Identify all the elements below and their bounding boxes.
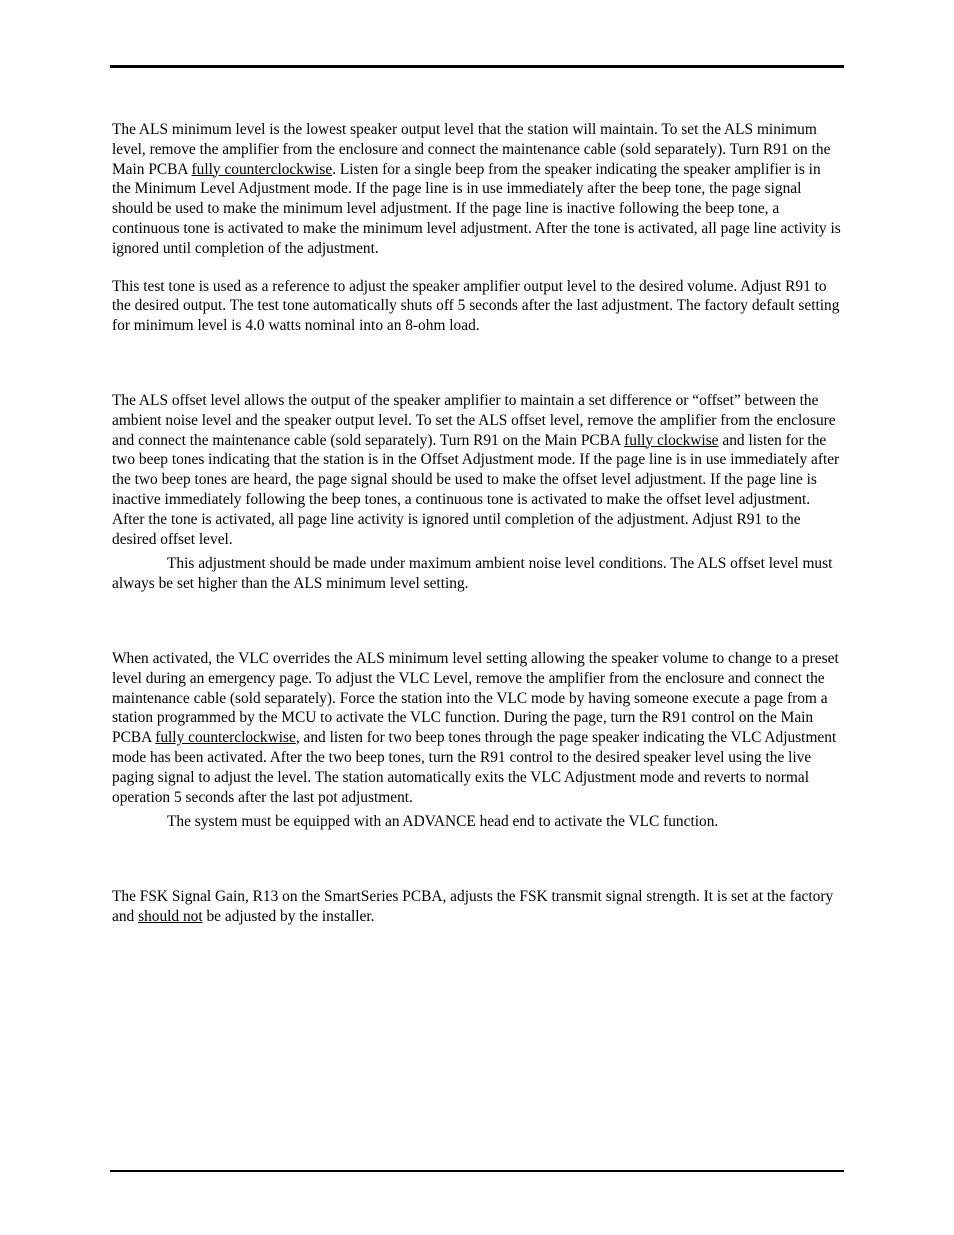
als-offset-note: This adjustment should be made under maximum ambient noise level conditions. The ALS offset level must always be set higher than the ALS minimum level setting. bbox=[112, 555, 833, 593]
footer-rule bbox=[110, 1170, 844, 1172]
underlined-emphasis: fully clockwise bbox=[624, 431, 719, 449]
als-offset-paragraph: The ALS offset level allows the output of the speaker amplifier to maintain a set difference or “offset” between the ambient noise level and the speaker output level. To set the ALS offset level, remove the amplifier from the enclosure and connect the maintenance cable (sold separately). Turn R91 on the Main PCBA fully clockwise and listen for the two beep tones indicating that the station is in the Offset Adjustment mode. If the page line is in use immediately after the two beep tones are heard, the page signal should be used to make the offset level adjustment. If the page line is inactive immediately following the beep tones, a continuous tone is activated to make the offset level adjustment. After the tone is activated, all page line activity is ignored until completion of the adjustment. Adjust R91 to the desired offset level. bbox=[112, 391, 840, 548]
underlined-emphasis: should not bbox=[138, 907, 203, 925]
als-test-tone-paragraph: This test tone is used as a reference to adjust the speaker amplifier output level to the desired volume. Adjust R91 to the desired output. The test tone automatically shuts off 5 seconds after the last adjustment. The factory default setting for minimum level is 4.0 watts nominal into an 8-ohm load. bbox=[112, 277, 840, 335]
underlined-emphasis: fully counterclockwise bbox=[155, 729, 296, 747]
als-minimum-paragraph: The ALS minimum level is the lowest speaker output level that the station will maintain. To set the ALS minimum level, remove the amplifier from the enclosure and connect the maintenance cable (sold separately). Turn R91 on the Main PCBA fully counterclockwise. Listen for a single beep from the speaker indicating the speaker amplifier is in the Minimum Level Adjustment mode. If the page line is in use immediately after the beep tone, the page signal should be used to make the minimum level adjustment. If the page line is inactive following the beep tone, a continuous tone is activated to make the minimum level adjustment. After the tone is activated, all page line activity is ignored until completion of the adjustment. bbox=[112, 121, 841, 257]
vlc-note: The system must be equipped with an ADVANCE head end to activate the VLC function. bbox=[167, 813, 719, 831]
document-body bbox=[112, 120, 842, 927]
underlined-emphasis: fully counterclockwise bbox=[191, 160, 333, 178]
vlc-paragraph: When activated, the VLC overrides the ALS minimum level setting allowing the speaker volume to change to a preset level during an emergency page. To adjust the VLC Level, remove the amplifier from the enclosure and connect the maintenance cable (sold separately). Force the station into the VLC mode by having someone execute a page from a station programmed by the MCU to activate the VLC function. During the page, turn the R91 control on the Main PCBA fully counterclockwise, and listen for two beep tones through the page speaker indicating the VLC Adjustment mode has been activated. After the two beep tones, turn the R91 control to the desired speaker level using the live paging signal to adjust the level. The station automatically exits the VLC Adjustment mode and reverts to normal operation 5 seconds after the last pot adjustment. bbox=[112, 649, 839, 806]
fsk-paragraph: The FSK Signal Gain, R13 on the SmartSeries PCBA, adjusts the FSK transmit signal strength. It is set at the factory and should not be adjusted by the installer. bbox=[112, 888, 834, 925]
header-rule bbox=[110, 65, 844, 68]
